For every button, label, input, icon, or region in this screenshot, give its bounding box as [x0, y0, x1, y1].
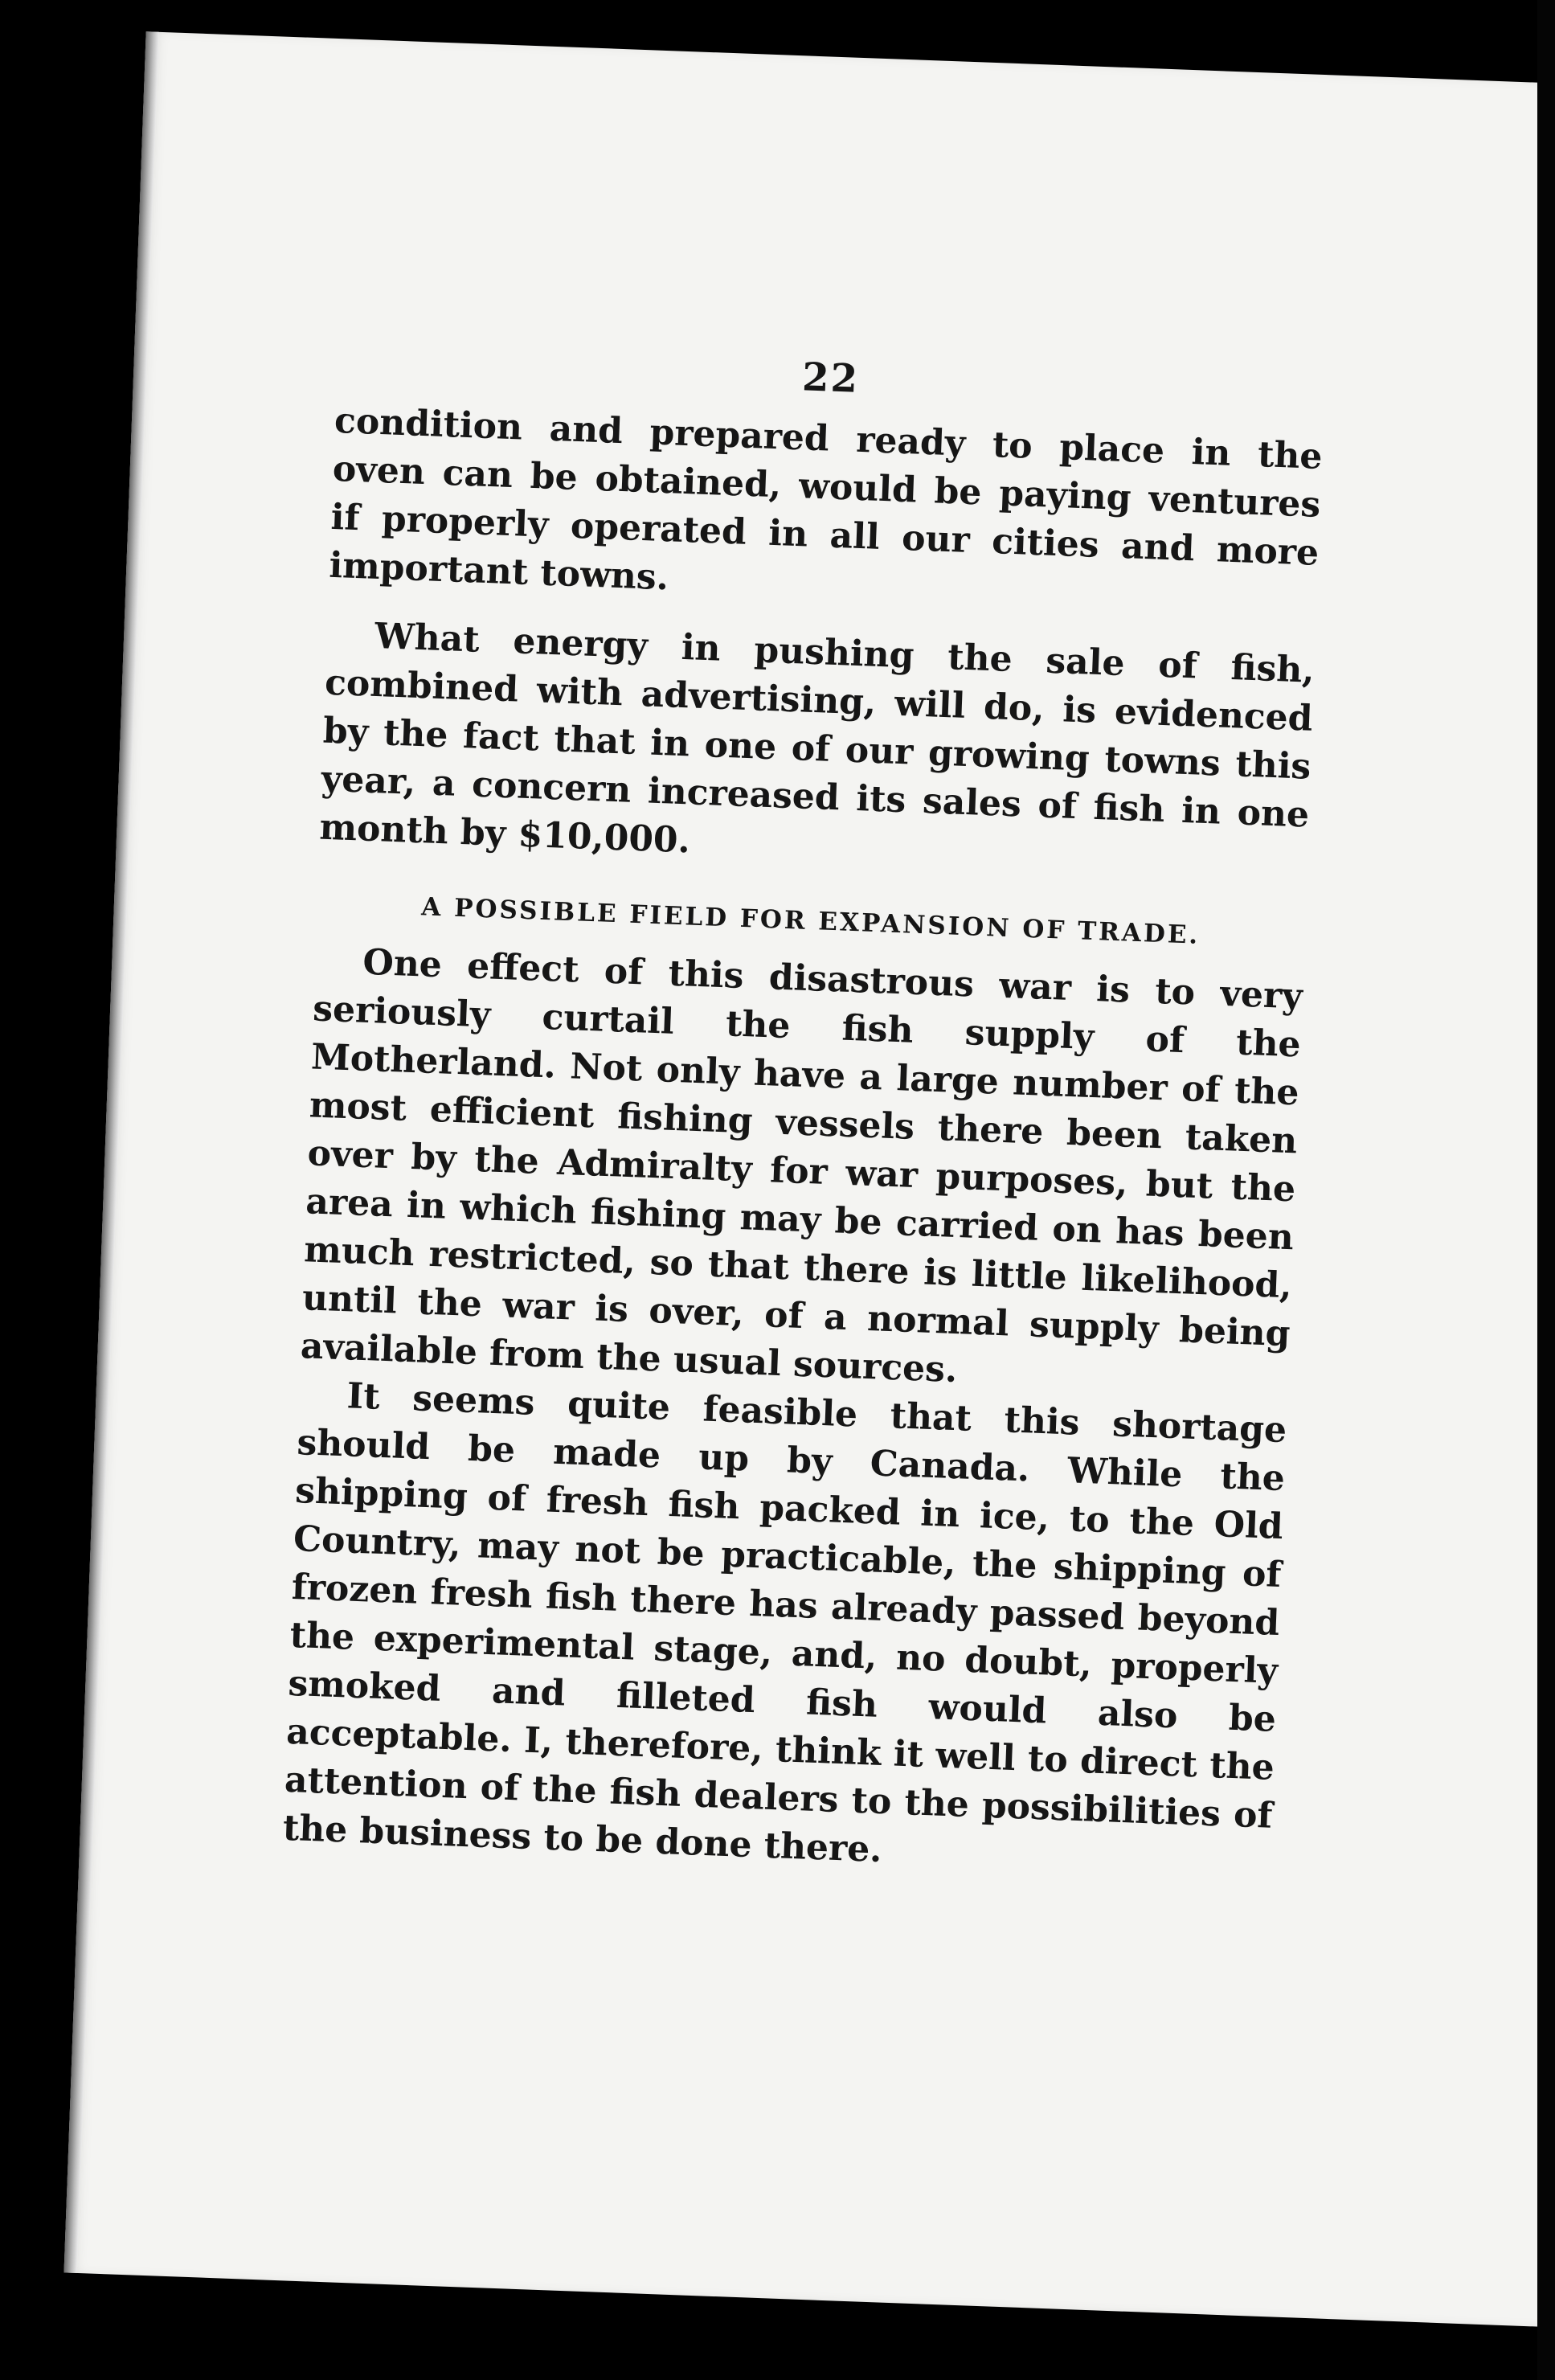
paragraph-continuation: condition and prepared ready to place in the oven can be obtained, would be paying ventures if properly operated in all our cities and more important towns. — [328, 399, 1324, 599]
page-number: 22 — [801, 354, 860, 402]
section-heading: A POSSIBLE FIELD FOR EXPANSION OF TRADE. — [420, 892, 1201, 950]
paragraph-war-effect: One effect of this disastrous war is to very seriously curtail the fish supply of the Motherland. Not only have a large number of the most efficient fishing vessels there been taken over by the Admiralty for war purposes, but the area in which fishing may be carried on has been much restricted, so that there is little likelihood, until the war is over, of a normal supply being available from the usual sources. — [300, 941, 1303, 1391]
paragraph-fish-sales: What energy in pushing the sale of fish, combined with advertising, will do, is evidenced by the fact that in one of our growing towns this year, a concern increased its sales of fish in one month by $10,000. — [318, 615, 1316, 862]
scan-right-edge — [1537, 0, 1555, 2380]
paragraph-canada-shipping: It seems quite feasible that this shortage should be made up by Canada. While the shipping of fresh fish packed in ice, to the Old Country, may not be practicable, the shipping of frozen fresh fish there has already passed beyond the experimental stage, and, no doubt, properly smoked and filleted fish would also be acceptable. I, therefore, think it well to direct the attention of the fish dealers to the possibilities of the business to be done there. — [282, 1375, 1287, 1871]
page-text-block — [282, 338, 1325, 1889]
